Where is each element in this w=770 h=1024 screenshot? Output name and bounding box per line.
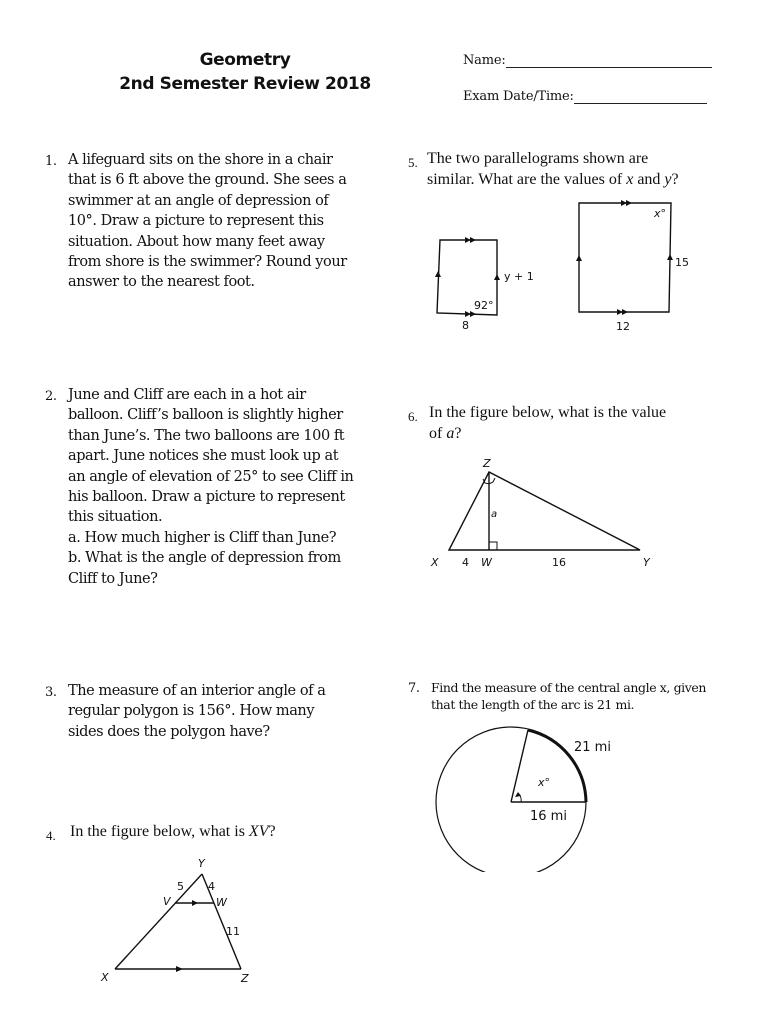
label-z: Z xyxy=(483,457,491,470)
question-line: a. How much higher is Cliff than June? xyxy=(68,529,337,546)
question-line: that is 6 ft above the ground. She sees a xyxy=(68,172,347,189)
question-text xyxy=(429,402,666,444)
label-5: 5 xyxy=(177,880,184,893)
label-4: 4 xyxy=(208,880,215,893)
parallel-arrow xyxy=(470,237,476,243)
label-angle-x: x° xyxy=(538,776,551,789)
parallel-arrow xyxy=(176,966,183,972)
question-text xyxy=(427,148,679,190)
label-y-plus-1: y + 1 xyxy=(504,270,534,283)
right-angle-mark xyxy=(489,542,497,550)
q7-circle-figure xyxy=(430,722,630,872)
worksheet-subtitle: 2nd Semester Review 2018 xyxy=(119,74,371,94)
question-line: apart. June notices she must look up at xyxy=(68,448,339,465)
variable-xv: XV xyxy=(248,823,269,840)
side-xy xyxy=(115,874,202,969)
question-text-part: and xyxy=(633,171,665,188)
label-15: 15 xyxy=(675,256,689,269)
parallel-arrow xyxy=(622,309,628,315)
variable-x: x xyxy=(626,171,634,188)
exam-date-field[interactable] xyxy=(463,89,707,104)
question-text xyxy=(68,150,347,293)
worksheet-title: Geometry xyxy=(199,50,291,70)
question-text xyxy=(70,821,276,842)
name-label: Name: xyxy=(463,53,506,68)
q6-right-triangle-figure xyxy=(425,452,660,577)
parallel-arrow xyxy=(494,274,500,280)
question-text xyxy=(68,681,325,742)
question-line: situation. About how many feet away xyxy=(68,233,325,250)
triangle-xzy xyxy=(449,472,640,550)
name-field[interactable] xyxy=(463,53,712,68)
label-16: 16 xyxy=(552,556,566,569)
label-12: 12 xyxy=(616,320,630,333)
question-number: 6. xyxy=(408,409,418,424)
label-radius: 16 mi xyxy=(530,809,567,824)
question-number: 4. xyxy=(46,828,56,843)
question-line: from shore is the swimmer? Round your xyxy=(68,254,347,271)
question-text xyxy=(431,679,706,713)
variable-y: y xyxy=(664,171,672,188)
question-line: his balloon. Draw a picture to represent xyxy=(68,489,345,506)
question-line: June and Cliff are each in a hot air xyxy=(68,387,306,403)
label-z: Z xyxy=(241,972,249,985)
question-line xyxy=(427,169,679,190)
label-8: 8 xyxy=(462,319,469,332)
label-w: W xyxy=(216,896,227,909)
label-x: X xyxy=(431,556,439,569)
label-x-degrees: x° xyxy=(654,207,667,220)
question-line: balloon. Cliff’s balloon is slightly higher xyxy=(68,407,343,424)
question-number: 5. xyxy=(408,155,418,170)
variable-a: a xyxy=(446,425,455,442)
parallel-arrow xyxy=(576,255,582,261)
question-number: 7. xyxy=(408,681,420,696)
label-v: V xyxy=(163,895,171,908)
radius-line xyxy=(511,730,528,802)
question-text-part: ? xyxy=(268,823,276,840)
question-text-part: of xyxy=(429,425,447,442)
question-line: answer to the nearest foot. xyxy=(68,274,255,291)
q4-triangle-figure xyxy=(95,852,265,987)
question-text-part: ? xyxy=(671,171,679,188)
question-line: In the figure below, what is the value xyxy=(429,404,667,421)
parallel-arrow xyxy=(667,254,673,260)
question-text-part: similar. What are the values of xyxy=(427,171,627,188)
question-line xyxy=(429,423,666,444)
question-text-part: In the figure below, what is xyxy=(70,823,249,840)
question-line: A lifeguard sits on the shore in a chair xyxy=(68,152,333,168)
question-line: than June’s. The two balloons are 100 ft xyxy=(68,427,345,444)
exam-date-blank[interactable] xyxy=(574,91,707,104)
question-line: The measure of an interior angle of a xyxy=(68,683,326,699)
question-number: 2. xyxy=(45,389,57,404)
question-line: 10°. Draw a picture to represent this xyxy=(68,213,324,230)
parallel-arrow xyxy=(192,900,198,906)
question-line: that the length of the arc is 21 mi. xyxy=(431,697,635,712)
exam-date-label: Exam Date/Time: xyxy=(463,89,574,104)
label-arc-length: 21 mi xyxy=(574,740,611,755)
question-line: b. What is the angle of depression from xyxy=(68,550,341,567)
label-x: X xyxy=(101,971,109,984)
question-line: Cliff to June? xyxy=(68,570,158,587)
question-line: Find the measure of the central angle x, given xyxy=(431,680,707,695)
label-4: 4 xyxy=(462,556,469,569)
question-line: an angle of elevation of 25° to see Cliff in xyxy=(68,468,354,485)
question-number: 1. xyxy=(45,154,57,169)
question-line: sides does the polygon have? xyxy=(68,723,270,740)
name-blank[interactable] xyxy=(506,55,712,68)
question-line: this situation. xyxy=(68,509,163,526)
q5-parallelograms-figure xyxy=(425,195,710,335)
label-y: Y xyxy=(643,556,650,569)
question-text xyxy=(68,385,353,589)
question-number: 3. xyxy=(45,685,57,700)
label-92-degrees: 92° xyxy=(474,299,494,312)
label-11: 11 xyxy=(226,925,240,938)
question-line: regular polygon is 156°. How many xyxy=(68,703,315,720)
label-a: a xyxy=(491,509,498,520)
parallel-arrow xyxy=(626,200,632,206)
question-line: The two parallelograms shown are xyxy=(427,150,649,167)
question-text-part: ? xyxy=(454,425,462,442)
parallel-arrow xyxy=(435,271,441,277)
question-line: swimmer at an angle of depression of xyxy=(68,192,329,209)
label-y: Y xyxy=(198,857,205,870)
label-w: W xyxy=(481,556,492,569)
